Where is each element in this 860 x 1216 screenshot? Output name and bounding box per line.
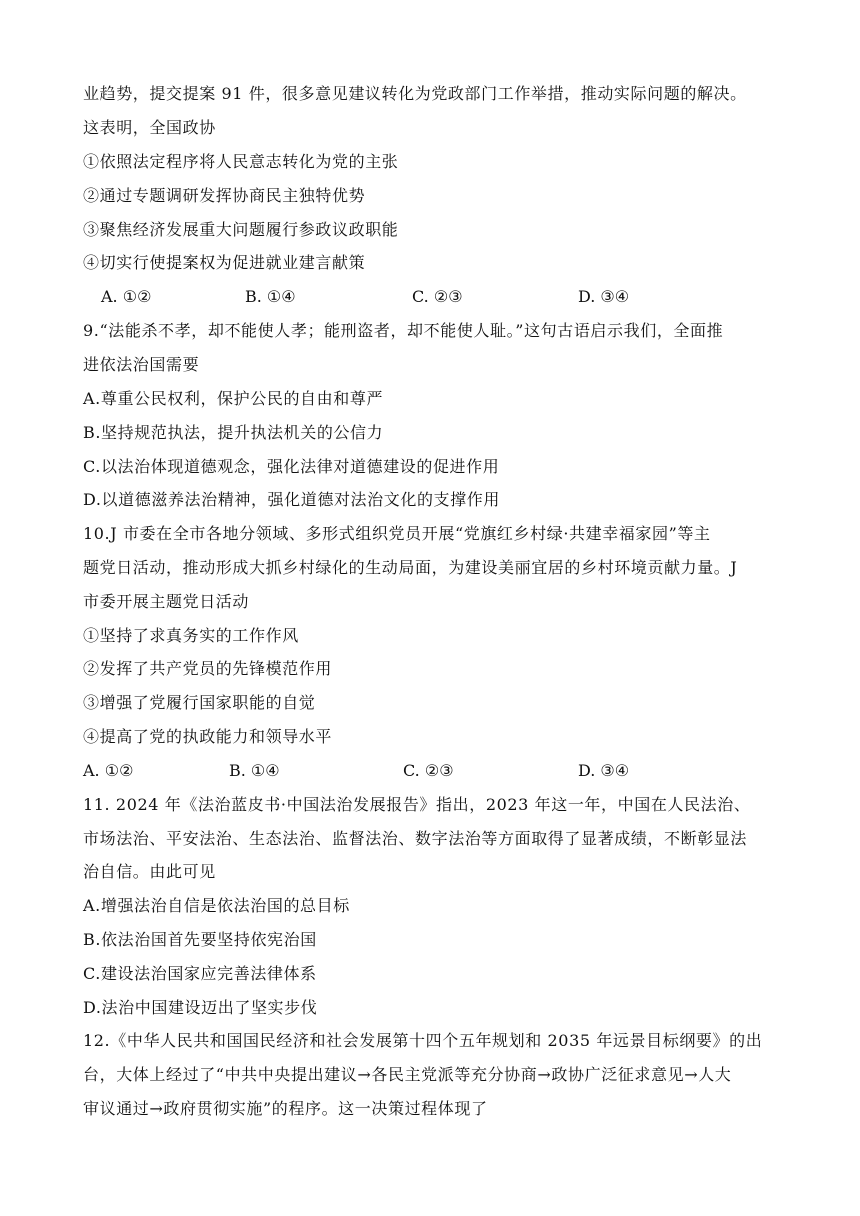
q9-choice-c: C.以法治体现道德观念，强化法律对道德建设的促进作用 (83, 457, 500, 476)
q9-stem-line-2: 进依法治国需要 (83, 355, 200, 374)
q8-item-2: ②通过专题调研发挥协商民主独特优势 (83, 186, 366, 205)
q11-stem-line-3: 治自信。由此可见 (83, 862, 216, 881)
q11-choice-c: C.建设法治国家应完善法律体系 (83, 964, 317, 983)
q8-option-a: A. ①② (101, 287, 152, 306)
q8-continuation-line-1: 业趋势，提交提案 91 件，很多意见建议转化为党政部门工作举措，推动实际问题的解决。 (83, 84, 747, 103)
q8-option-c: C. ②③ (412, 287, 463, 306)
q12-stem-line-1: 12.《中华人民共和国国民经济和社会发展第十四个五年规划和 2035 年远景目标纲要》的出 (83, 1031, 763, 1050)
q11-choice-a: A.增强法治自信是依法治国的总目标 (83, 896, 350, 915)
q11-choice-d: D.法治中国建设迈出了坚实步伐 (83, 998, 318, 1017)
q9-choice-d: D.以道德滋养法治精神，强化道德对法治文化的支撑作用 (83, 490, 500, 509)
q9-choice-a: A.尊重公民权利，保护公民的自由和尊严 (83, 389, 384, 408)
q11-stem-line-1: 11. 2024 年《法治蓝皮书·中国法治发展报告》指出，2023 年这一年，中国在人民法治、 (83, 795, 751, 814)
q9-choice-b: B.坚持规范执法，提升执法机关的公信力 (83, 423, 384, 442)
q10-item-3: ③增强了党履行国家职能的自觉 (83, 693, 316, 712)
q10-stem-line-2: 题党日活动，推动形成大抓乡村绿化的生动局面，为建设美丽宜居的乡村环境贡献力量。J (83, 558, 738, 577)
q10-option-a: A. ①② (83, 761, 134, 780)
q8-item-3: ③聚焦经济发展重大问题履行参政议政职能 (83, 220, 399, 239)
q8-continuation-line-2: 这表明，全国政协 (83, 118, 216, 137)
q8-item-1: ①依照法定程序将人民意志转化为党的主张 (83, 152, 399, 171)
q8-option-d: D. ③④ (578, 287, 630, 306)
q10-option-c: C. ②③ (403, 761, 454, 780)
q10-stem-line-3: 市委开展主题党日活动 (83, 592, 250, 611)
q12-stem-line-3: 审议通过→政府贯彻实施”的程序。这一决策过程体现了 (83, 1099, 488, 1118)
q10-option-b: B. ①④ (229, 761, 280, 780)
q12-stem-line-2: 台，大体上经过了“中共中央提出建议→各民主党派等充分协商→政协广泛征求意见→人大 (83, 1065, 732, 1084)
q11-choice-b: B.依法治国首先要坚持依宪治国 (83, 930, 317, 949)
q10-item-1: ①坚持了求真务实的工作作风 (83, 626, 299, 645)
q9-stem-line-1: 9.“法能杀不孝，却不能使人孝；能刑盗者，却不能使人耻。”这句古语启示我们，全面推 (83, 321, 724, 340)
q10-item-4: ④提高了党的执政能力和领导水平 (83, 727, 333, 746)
q11-stem-line-2: 市场法治、平安法治、生态法治、监督法治、数字法治等方面取得了显著成绩，不断彰显法 (83, 829, 748, 848)
q10-stem-line-1: 10.J 市委在全市各地分领域、多形式组织党员开展“党旗红乡村绿·共建幸福家园”等主 (83, 524, 711, 543)
q10-item-2: ②发挥了共产党员的先锋模范作用 (83, 659, 333, 678)
q8-option-b: B. ①④ (245, 287, 296, 306)
q10-option-d: D. ③④ (578, 761, 630, 780)
q8-item-4: ④切实行使提案权为促进就业建言献策 (83, 253, 366, 272)
